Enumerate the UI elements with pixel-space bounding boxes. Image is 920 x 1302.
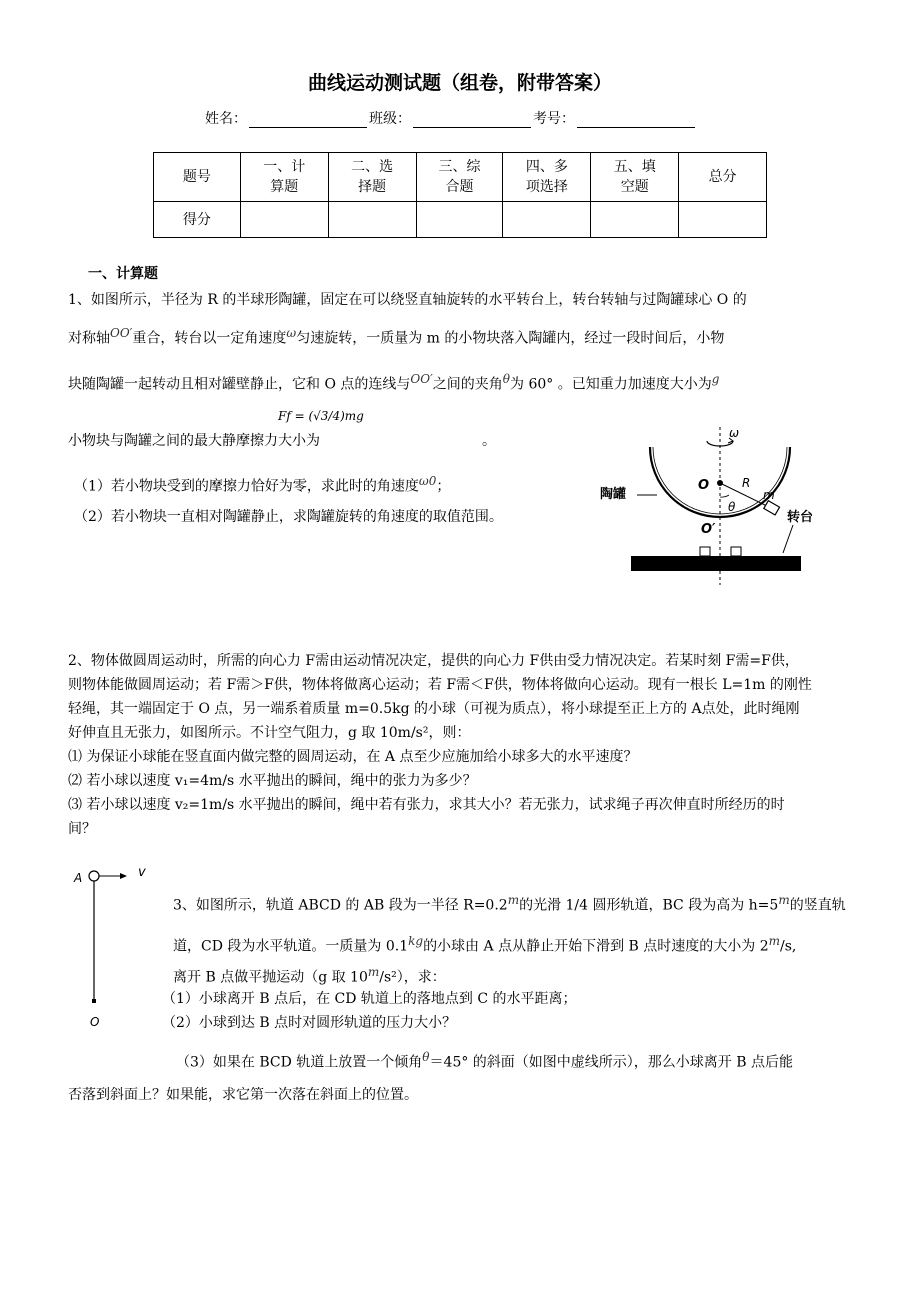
fig-jar-label: 陶罐 (600, 487, 627, 502)
score-cell[interactable] (503, 202, 591, 238)
q2-line3: 轻绳，其一端固定于 O 点，另一端系着质量 m=0.5kg 的小球（可视为质点），将小球提至正上方的 A点处，此时绳刚 (68, 701, 800, 717)
page-title: 曲线运动测试题（组卷，附带答案） (307, 72, 612, 94)
symbol-theta: θ (502, 372, 511, 386)
score-cell[interactable] (240, 202, 328, 238)
q3-sub2: （2）小球到达 B 点时对圆形轨道的压力大小？ (162, 1015, 457, 1031)
q2-sub3-line2: 间？ (68, 821, 96, 837)
q3-sub1: （1）小球离开 B 点后，在 CD 轨道上的落地点到 C 的水平距离； (162, 991, 577, 1007)
q1-sub2: （2）若小物块一直相对陶罐静止，求陶罐旋转的角速度的取值范围。 (74, 509, 503, 525)
unit-m: m (778, 893, 790, 907)
q2-line4: 好伸直且无张力，如图所示。不计空气阻力，g 取 10m/s²，则： (68, 725, 471, 741)
q3-line2: 道，CD 段为水平轨道。一质量为 0.1kg的小球由 A 点从静止开始下滑到 B 点时速度的大小为 2m/s, (173, 934, 797, 955)
q2-sub3-line1: ⑶ 若小球以速度 v₂=1m/s 水平抛出的瞬间，绳中若有张力，求其大小？若无张力，试求绳子再次伸直时所经历的时 (68, 797, 785, 813)
fig-m-label: m (763, 488, 775, 502)
q1-line1: 1、如图所示，半径为 R 的半球形陶罐，固定在可以绕竖直轴旋转的水平转台上，转台转轴与过陶罐球心 O 的 (68, 292, 747, 308)
score-table (153, 152, 767, 238)
q2-sub1: ⑴ 为保证小球能在竖直面内做完整的圆周运动，在 A 点至少应施加给小球多大的水平速度？ (68, 749, 638, 765)
exam-number-blank[interactable] (577, 113, 695, 128)
name-blank[interactable] (249, 113, 367, 128)
unit-m: m (768, 934, 781, 948)
q3-line3: 离开 B 点做平抛运动（g 取 10m/s²），求： (173, 965, 446, 986)
symbol-g: g (711, 372, 720, 386)
symbol-omega: ω (286, 326, 297, 340)
friction-formula: Ff = (√3/4)mg (278, 409, 364, 423)
fig-O-label: O (698, 478, 710, 493)
fig-omega-label: ω (729, 426, 740, 440)
header-cell-calc: 一、计算题 (240, 153, 328, 202)
fig-theta-label: θ (728, 500, 736, 514)
q1-line3: 块随陶罐一起转动且相对罐壁静止，它和 O 点的连线与OO′之间的夹角θ为 60° 。已知重力加速度大小为g (68, 372, 720, 393)
q1-line4: 小物块与陶罐之间的最大静摩擦力大小为 。 (68, 433, 496, 449)
section-heading-calc: 一、计算题 (88, 266, 158, 282)
q3-sub3-line2: 否落到斜面上？如果能，求它第一次落在斜面上的位置。 (68, 1087, 418, 1103)
score-cell[interactable] (328, 202, 416, 238)
score-row-label: 得分 (154, 202, 241, 238)
fig-O2-label: O′ (701, 522, 716, 537)
q1-sub1: （1）若小物块受到的摩擦力恰好为零，求此时的角速度ω0； (74, 474, 451, 495)
student-info-line (205, 108, 697, 128)
fig-R-label: R (742, 476, 751, 490)
symbol-oo: OO′ (110, 326, 133, 340)
q2-figure (72, 860, 162, 1030)
q1-line2: 对称轴OO′重合，转台以一定角速度ω匀速旋转，一质量为 m 的小物块落入陶罐内，经过一段时间后，小物 (68, 326, 725, 347)
name-label: 姓名： (205, 111, 247, 127)
unit-m: m (367, 965, 380, 979)
header-cell-comprehensive: 三、综合题 (416, 153, 503, 202)
q3-line1: 3、如图所示，轨道 ABCD 的 AB 段为一半径 R=0.2m的光滑 1/4 圆形轨道，BC 段为高为 h=5m的竖直轨 (173, 893, 846, 914)
fig-O-label: O (90, 1015, 100, 1029)
header-cell-fill: 五、填空题 (591, 153, 679, 202)
exam-number-label: 考号： (533, 111, 575, 127)
symbol-omega0: ω0 (418, 474, 437, 488)
fig-table-label: 转台 (787, 510, 814, 525)
header-cell-choice: 二、选择题 (328, 153, 416, 202)
symbol-oo: OO′ (410, 372, 433, 386)
header-cell-multi: 四、多项选择 (503, 153, 591, 202)
score-cell[interactable] (679, 202, 767, 238)
unit-kg: kg (408, 934, 424, 948)
score-cell[interactable] (416, 202, 503, 238)
score-table-score-row (154, 202, 767, 238)
symbol-theta: θ (422, 1050, 430, 1064)
q3-sub3-line1: （3）如果在 BCD 轨道上放置一个倾角θ＝45° 的斜面（如图中虚线所示），那么小球离开 B 点后能 (176, 1050, 793, 1071)
class-label: 班级： (369, 111, 411, 127)
fig-v-label: v (138, 865, 146, 880)
class-blank[interactable] (413, 113, 531, 128)
q2-sub2: ⑵ 若小球以速度 v₁=4m/s 水平抛出的瞬间，绳中的张力为多少？ (68, 773, 477, 789)
header-cell-number: 题号 (154, 153, 241, 202)
header-cell-total: 总分 (679, 153, 767, 202)
fig-A-label: A (74, 871, 83, 885)
q2-line2: 则物体能做圆周运动；若 F需＞F供，物体将做离心运动；若 F需＜F供，物体将做向心运动。现有一根长 L=1m 的刚性 (68, 677, 812, 693)
q2-line1: 2、物体做圆周运动时，所需的向心力 F需由运动情况决定，提供的向心力 F供由受力情况决定。若某时刻 F需=F供， (68, 653, 799, 669)
score-table-header-row (154, 153, 767, 202)
score-cell[interactable] (591, 202, 679, 238)
unit-m: m (507, 893, 520, 907)
q1-figure (595, 425, 814, 590)
